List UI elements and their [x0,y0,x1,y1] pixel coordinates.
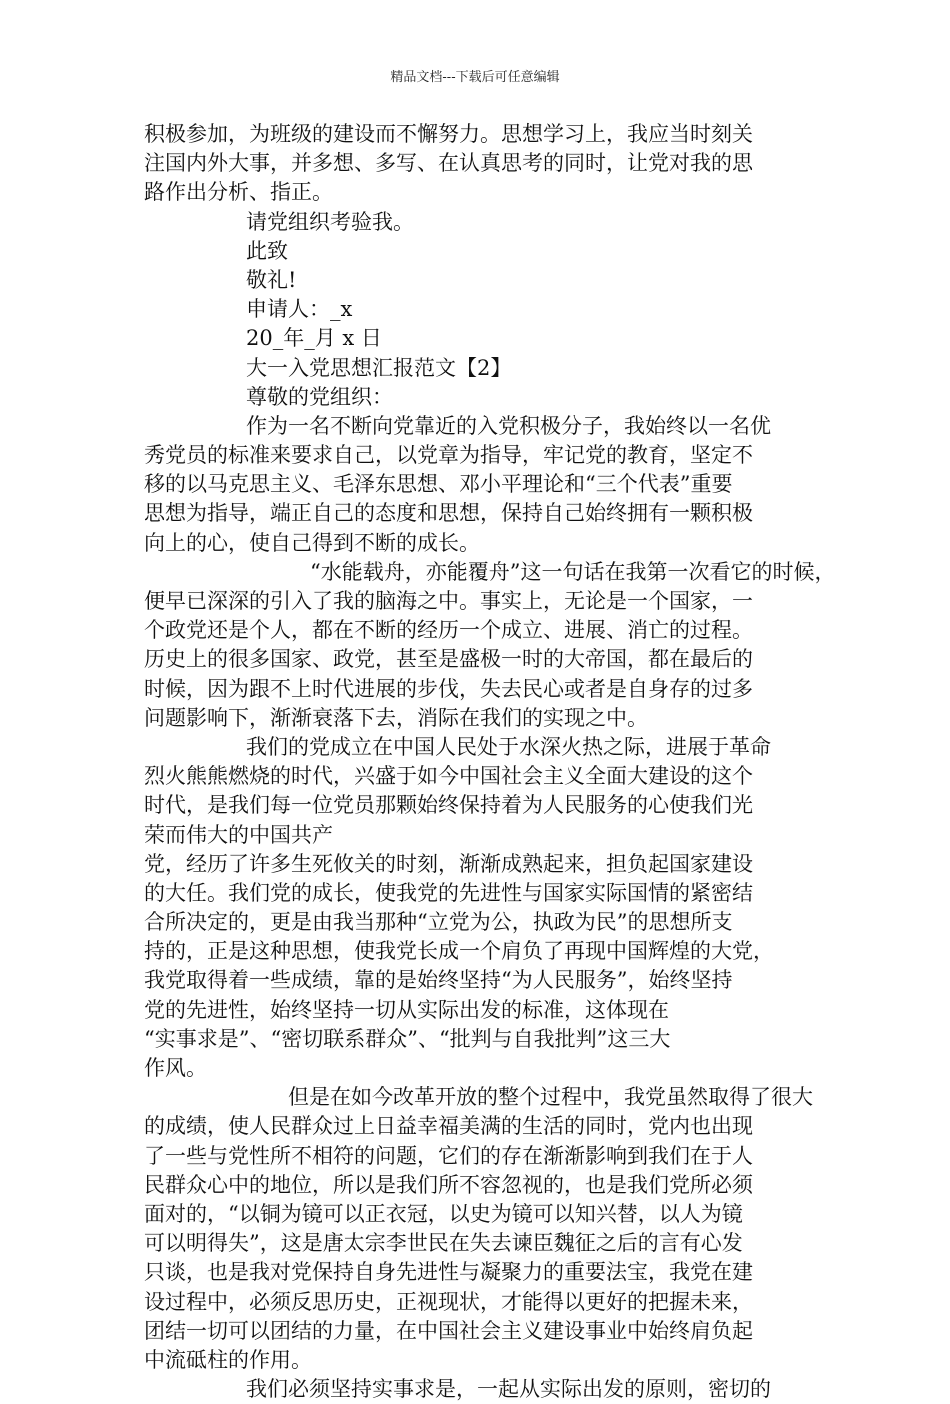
text-line: 路作出分析、指正。 [144,180,333,205]
salutation: 尊敬的党组织： [246,384,393,409]
text-line: 我党取得着一些成绩，靠的是始终坚持“为人民服务”，始终坚持 [144,968,733,993]
text-line: 移的以马克思主义、毛泽东思想、邓小平理论和“三个代表”重要 [144,472,733,497]
text-line: “水能载舟，亦能覆舟”这一句话在我第一次看它的时候， [310,559,836,584]
text-line: 个政党还是个人，都在不断的经历一个成立、进展、消亡的过程。 [144,618,753,643]
text-line: 但是在如今改革开放的整个过程中，我党虽然取得了很大 [288,1085,813,1110]
text-line: 持的，正是这种思想，使我党长成一个肩负了再现中国辉煌的大党， [144,939,774,964]
document-body [144,120,836,1404]
text-line: 民群众心中的地位，所以是我们所不容忽视的，也是我们党所必须 [144,1172,753,1197]
text-line: 作风。 [144,1056,207,1080]
text-line: 向上的心，使自己得到不断的成长。 [144,530,480,555]
text-line: 了一些与党性所不相符的问题，它们的存在渐渐影响到我们在于人 [144,1143,753,1168]
section-title: 大一入党思想汇报范文【2】 [246,355,512,380]
text-line: “实事求是”、“密切联系群众”、“批判与自我批判”这三大 [144,1026,671,1051]
text-line: 荣而伟大的中国共产 [144,822,333,847]
text-line: 党，经历了许多生死攸关的时刻，渐渐成熟起来，担负起国家建设 [144,851,753,876]
text-line: 只谈，也是我对党保持自身先进性与凝聚力的重要法宝，我党在建 [144,1260,753,1285]
page-header: 精品文档---下载后可任意编辑 [390,70,560,85]
text-line: 合所决定的，更是由我当那种“立党为公，执政为民”的思想所支 [144,910,733,935]
text-line: 问题影响下，渐渐衰落下去，消际在我们的实现之中。 [144,705,648,730]
text-line: 烈火熊熊燃烧的时代，兴盛于如今中国社会主义全面大建设的这个 [144,764,753,789]
text-line: 敬礼! [246,267,297,292]
text-line: 时候，因为跟不上时代进展的步伐，失去民心或者是自身存的过多 [144,676,753,701]
text-line: 积极参加，为班级的建设而不懈努力。思想学习上，我应当时刻关 [144,122,753,146]
text-line: 团结一切可以团结的力量，在中国社会主义建设事业中始终肩负起 [144,1318,753,1343]
text-line: 时代，是我们每一位党员那颗始终保持着为人民服务的心使我们光 [144,793,753,818]
text-line: 注国内外大事，并多想、多写、在认真思考的同时，让党对我的思 [144,151,753,176]
text-line: 设过程中，必须反思历史，正视现状，才能得以更好的把握未来， [144,1289,753,1314]
text-line: 我们必须坚持实事求是，一起从实际出发的原则，密切的 [246,1377,771,1402]
text-line: 中流砥柱的作用。 [144,1347,312,1372]
text-line: 的成绩，使人民群众过上日益幸福美满的生活的同时，党内也出现 [144,1114,753,1139]
text-line: 此致 [246,238,288,263]
text-line: 请党组织考验我。 [246,209,414,234]
text-line: 历史上的很多国家、政党，甚至是盛极一时的大帝国，都在最后的 [144,647,753,672]
text-line: 作为一名不断向党靠近的入党积极分子，我始终以一名优 [246,413,771,438]
text-line: 申请人：_x [246,297,353,322]
text-line: 的大任。我们党的成长，使我党的先进性与国家实际国情的紧密结 [144,880,753,905]
text-line: 可以明得失”，这是唐太宗李世民在失去谏臣魏征之后的言有心发 [144,1231,743,1256]
text-line: 党的先进性，始终坚持一切从实际出发的标准，这体现在 [144,997,669,1022]
text-line: 20_年_月 x 日 [246,326,382,351]
text-line: 便早已深深的引入了我的脑海之中。事实上，无论是一个国家，一 [144,589,753,613]
text-line: 思想为指导，端正自己的态度和思想，保持自己始终拥有一颗积极 [144,501,753,526]
text-line: 秀党员的标准来要求自己，以党章为指导，牢记党的教育，坚定不 [144,443,753,468]
text-line: 面对的，“以铜为镜可以正衣冠，以史为镜可以知兴替，以人为镜 [144,1201,743,1226]
text-line: 我们的党成立在中国人民处于水深火热之际，进展于革命 [246,734,771,759]
